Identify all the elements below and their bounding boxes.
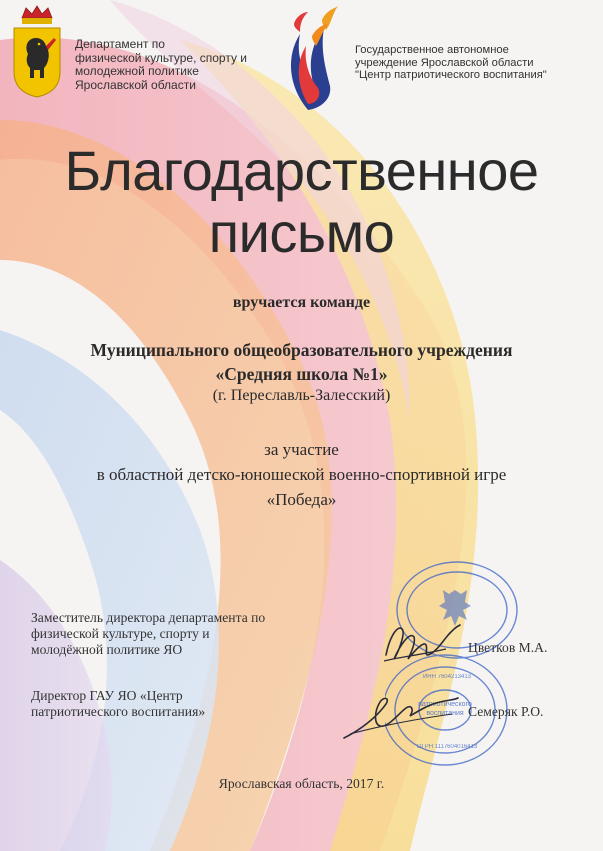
signature-semeryak-icon	[340, 690, 460, 745]
signatory-1-title	[31, 610, 291, 658]
center-line: Государственное автономное	[355, 44, 509, 56]
city-name: (г. Переславль-Залесский)	[212, 387, 391, 404]
svg-text:патриотического: патриотического	[418, 701, 472, 708]
signatory-1-name: Цветков М.А.	[468, 640, 548, 655]
yaroslavl-coat-of-arms-icon	[10, 4, 64, 99]
signature-tsvetkov-icon	[380, 615, 465, 670]
signatory-2-title	[31, 688, 261, 720]
certificate-title-line2: письмо	[208, 201, 395, 264]
svg-text:ОГРН 1117604016413: ОГРН 1117604016413	[416, 744, 478, 750]
center-line: учреждение Ярославской области	[355, 56, 534, 69]
participation-text: в областной детско-юношеской военно-спортивной игре	[96, 465, 507, 484]
school-name: «Средняя школа №1»	[215, 364, 388, 384]
svg-text:ИНН 7604213413: ИНН 7604213413	[422, 674, 472, 680]
awarded-to: вручается команде	[232, 294, 371, 311]
center-line: "Центр патриотического воспитания"	[355, 69, 547, 82]
signatory-title-line: Заместитель директора департамента по	[31, 610, 266, 625]
department-line: Департамент по	[75, 37, 165, 51]
participation-text: за участие	[264, 440, 339, 459]
signatory-title-line: физической культуре, спорту и	[31, 626, 210, 641]
place-and-year: Ярославская область, 2017 г.	[218, 776, 385, 791]
signatory-title-line: патриотического воспитания»	[31, 704, 206, 719]
certificate-title-line1: Благодарственное	[64, 139, 539, 202]
department-name	[75, 38, 275, 92]
institution-name: Муниципального общеобразовательного учреждения	[90, 340, 513, 360]
department-line: Ярославской области	[75, 77, 196, 92]
flame-logo-icon	[278, 6, 338, 111]
department-line: молодежной политике	[75, 64, 199, 78]
signatory-2-name: Семеряк Р.О.	[468, 704, 544, 719]
center-organization-name	[355, 44, 595, 82]
signatory-title-line: Директор ГАУ ЯО «Центр	[31, 688, 183, 703]
department-line: физической культуре, спорту и	[75, 50, 248, 65]
svg-text:воспитания: воспитания	[426, 710, 464, 717]
event-name: «Победа»	[266, 490, 337, 509]
signatory-title-line: молодёжной политике ЯО	[31, 642, 183, 657]
